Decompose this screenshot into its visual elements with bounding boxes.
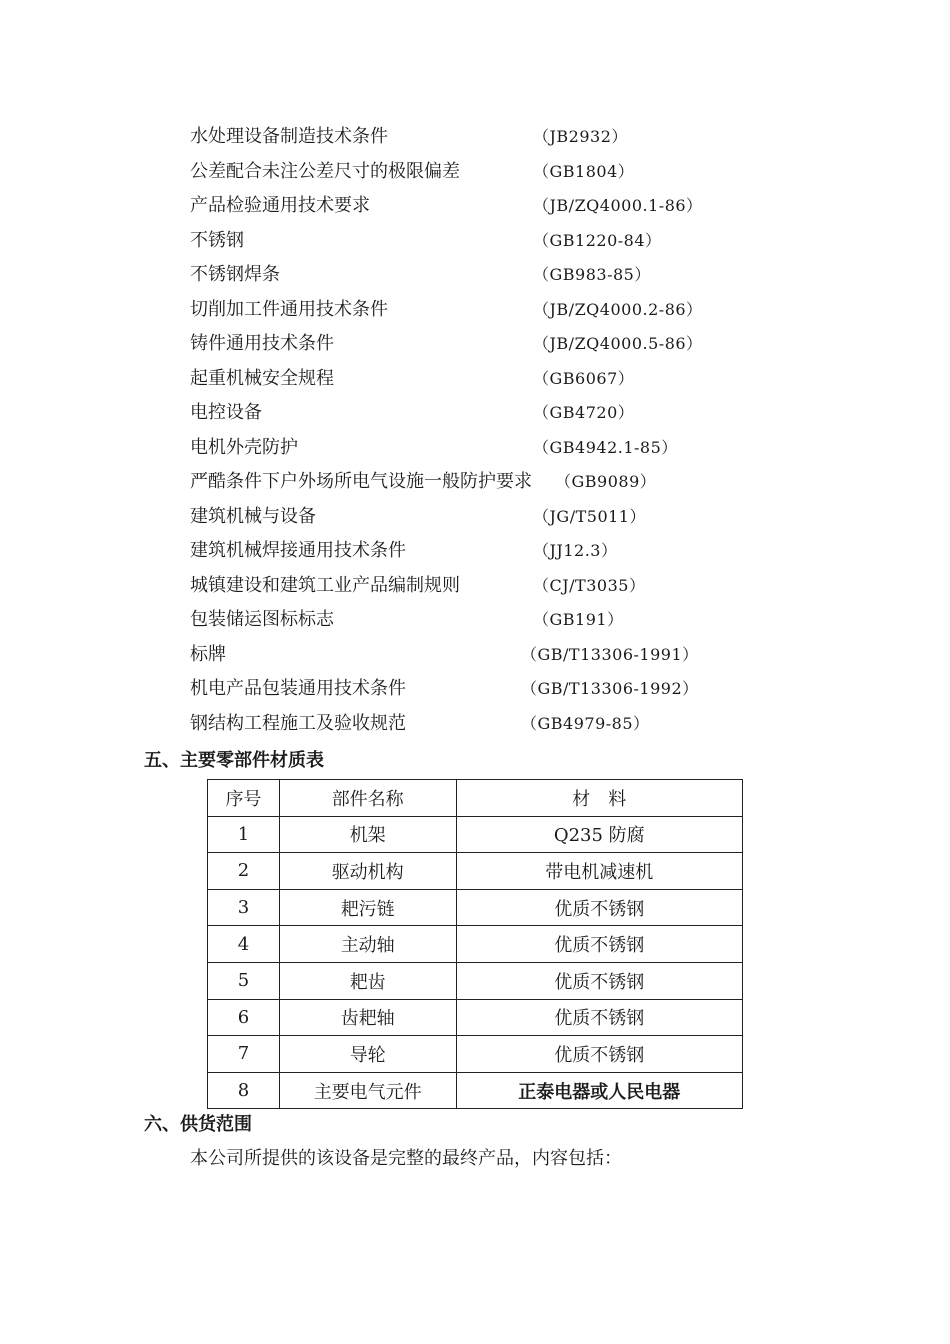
standard-name: 机电产品包装通用技术条件 <box>190 678 406 699</box>
part-name-cell: 机架 <box>279 816 456 853</box>
part-name-cell: 耙污链 <box>279 889 456 926</box>
standard-code: （GB191） <box>533 610 624 629</box>
standard-code: （JB/ZQ4000.2-86） <box>533 299 703 319</box>
standard-row <box>0 327 950 361</box>
header-cell: 部件名称 <box>279 780 456 817</box>
standard-code: （JJ12.3） <box>533 541 618 560</box>
standard-code: （GB4942.1-85） <box>533 437 678 457</box>
standard-row <box>0 638 950 672</box>
standard-row <box>0 155 950 189</box>
standard-name: 产品检验通用技术要求 <box>190 195 370 216</box>
section-heading-materials: 五、主要零部件材质表 <box>144 750 324 771</box>
row-index-cell: 2 <box>208 853 280 890</box>
header-cell: 材 料 <box>456 780 742 817</box>
standard-name: 建筑机械焊接通用技术条件 <box>190 540 406 561</box>
standard-name: 铸件通用技术条件 <box>190 333 334 354</box>
row-index-cell: 6 <box>208 999 280 1036</box>
material-cell: 优质不锈钢 <box>456 962 742 999</box>
table-row <box>208 999 743 1036</box>
standard-row <box>0 707 950 741</box>
standard-row <box>0 534 950 568</box>
material-cell: 优质不锈钢 <box>456 1036 742 1073</box>
standard-name: 建筑机械与设备 <box>190 505 316 527</box>
standard-code: （JB/ZQ4000.5-86） <box>533 334 703 353</box>
standard-name: 不锈钢焊条 <box>190 264 280 285</box>
standard-name: 公差配合未注公差尺寸的极限偏差 <box>190 160 460 182</box>
standard-code: （JB/ZQ4000.1-86） <box>533 196 703 215</box>
standard-name: 电机外壳防护 <box>190 436 298 458</box>
standard-row <box>0 258 950 292</box>
standard-code: （JG/T5011） <box>533 506 646 526</box>
row-index-cell: 4 <box>208 926 280 963</box>
supply-scope-paragraph: 本公司所提供的该设备是完整的最终产品，内容包括： <box>190 1148 622 1169</box>
standard-code: （GB1220-84） <box>533 230 662 250</box>
section-heading-supply-scope: 六、供货范围 <box>144 1114 252 1135</box>
table-header-row <box>208 780 743 817</box>
standard-code: （CJ/T3035） <box>533 575 646 595</box>
table-row <box>208 853 743 890</box>
part-name-cell: 齿耙轴 <box>279 999 456 1036</box>
materials-table <box>207 779 743 1109</box>
row-index-cell: 7 <box>208 1036 280 1073</box>
material-cell: Q235 防腐 <box>456 816 742 853</box>
part-name-cell: 耙齿 <box>279 962 456 999</box>
standard-name: 切削加工件通用技术条件 <box>190 298 388 320</box>
table-row <box>208 889 743 926</box>
table-row <box>208 816 743 853</box>
standard-row <box>0 431 950 465</box>
standard-row <box>0 569 950 603</box>
standard-row <box>0 603 950 637</box>
part-name-cell: 驱动机构 <box>279 853 456 890</box>
standard-code: （GB/T13306-1991） <box>521 644 699 664</box>
material-cell: 正泰电器或人民电器 <box>456 1072 742 1109</box>
standard-name: 城镇建设和建筑工业产品编制规则 <box>190 574 460 596</box>
material-cell: 带电机减速机 <box>456 853 742 890</box>
row-index-cell: 8 <box>208 1072 280 1109</box>
standard-row <box>0 293 950 327</box>
standard-name: 包装储运图标标志 <box>190 609 334 630</box>
standard-name: 起重机械安全规程 <box>190 367 334 389</box>
standard-name: 标牌 <box>190 643 226 665</box>
standard-code: （GB4720） <box>533 403 635 422</box>
part-name-cell: 导轮 <box>279 1036 456 1073</box>
standard-name: 电控设备 <box>190 402 262 423</box>
header-cell: 序号 <box>208 780 280 817</box>
part-name-cell: 主要电气元件 <box>279 1072 456 1109</box>
standard-row <box>0 362 950 396</box>
standard-row <box>0 465 950 499</box>
standard-row <box>0 396 950 430</box>
standard-name: 不锈钢 <box>190 229 244 251</box>
material-cell: 优质不锈钢 <box>456 999 742 1036</box>
standard-code: （GB6067） <box>533 368 635 388</box>
standard-code: （GB9089） <box>555 472 657 491</box>
material-cell: 优质不锈钢 <box>456 926 742 963</box>
standard-code: （GB/T13306-1992） <box>521 679 699 698</box>
part-name-cell: 主动轴 <box>279 926 456 963</box>
table-row <box>208 926 743 963</box>
standard-row <box>0 120 950 154</box>
standard-name: 水处理设备制造技术条件 <box>190 126 388 147</box>
table-row <box>208 962 743 999</box>
standard-row <box>0 500 950 534</box>
standard-code: （GB1804） <box>533 161 635 181</box>
standard-code: （GB983-85） <box>533 265 651 284</box>
row-index-cell: 1 <box>208 816 280 853</box>
material-cell: 优质不锈钢 <box>456 889 742 926</box>
table-row <box>208 1072 743 1109</box>
row-index-cell: 3 <box>208 889 280 926</box>
standard-row <box>0 672 950 706</box>
standard-row <box>0 189 950 223</box>
standard-name: 钢结构工程施工及验收规范 <box>190 712 406 734</box>
standard-code: （JB2932） <box>533 127 628 146</box>
standard-code: （GB4979-85） <box>521 713 650 733</box>
table-row <box>208 1036 743 1073</box>
row-index-cell: 5 <box>208 962 280 999</box>
standard-name: 严酷条件下户外场所电气设施一般防护要求 <box>190 471 532 492</box>
standard-row <box>0 224 950 258</box>
